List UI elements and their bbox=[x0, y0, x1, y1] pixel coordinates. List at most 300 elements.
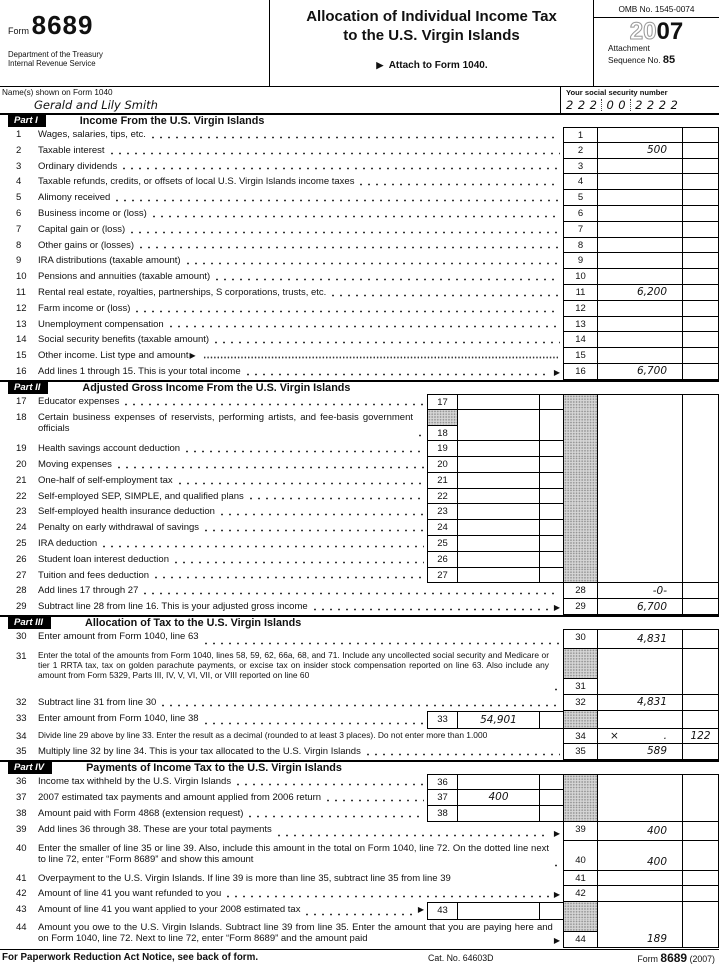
dot-leaders bbox=[324, 790, 424, 806]
line-label: Other income. List type and amount bbox=[38, 350, 189, 362]
line-number-box: 16 bbox=[563, 364, 597, 380]
line-label: Amount paid with Form 4868 (extension request) bbox=[38, 807, 244, 819]
dot-leaders bbox=[329, 285, 560, 301]
dot-leaders bbox=[176, 473, 424, 489]
line-1-row bbox=[0, 127, 719, 143]
amount-cell[interactable]: 4,831 bbox=[597, 629, 682, 649]
shaded-cell bbox=[563, 504, 597, 520]
inner-number-box: 22 bbox=[427, 489, 457, 505]
part2-title: Adjusted Gross Income From the U.S. Virgin Islands bbox=[82, 381, 351, 394]
cents-cell[interactable] bbox=[682, 190, 719, 206]
line-number-box: 2 bbox=[563, 143, 597, 159]
dot-leaders bbox=[303, 902, 413, 920]
inner-amount-cell[interactable] bbox=[457, 774, 539, 790]
dot-leaders bbox=[172, 552, 424, 568]
inner-amount-cell[interactable] bbox=[457, 504, 539, 520]
inner-number-box: 33 bbox=[427, 711, 457, 729]
line-number: 11 bbox=[16, 286, 26, 298]
amount-cell[interactable] bbox=[597, 301, 682, 317]
inner-amount-cell[interactable] bbox=[457, 520, 539, 536]
dot-leaders bbox=[364, 744, 560, 760]
line-number: 44 bbox=[16, 921, 27, 933]
line-number: 14 bbox=[16, 334, 27, 346]
amount-cell bbox=[597, 410, 682, 442]
line-label: Enter amount from Form 1040, line 63 bbox=[38, 630, 199, 642]
line-label: Moving expenses bbox=[38, 458, 112, 470]
line-label: Self-employed SEP, SIMPLE, and qualified plans bbox=[38, 490, 244, 502]
line-number: 38 bbox=[16, 807, 27, 819]
line-37-row bbox=[0, 790, 719, 806]
form-header bbox=[0, 0, 719, 86]
cents-cell[interactable] bbox=[682, 253, 719, 269]
line-number: 21 bbox=[16, 474, 27, 486]
inner-number-box: 43 bbox=[427, 902, 457, 920]
dot-leaders bbox=[247, 489, 424, 505]
line-29-row bbox=[0, 599, 719, 615]
line-number: 1 bbox=[16, 129, 22, 140]
part3-badge: Part III bbox=[8, 617, 51, 629]
line-number-box: 13 bbox=[563, 317, 597, 333]
line-number: 5 bbox=[16, 192, 22, 204]
amount-cell bbox=[597, 711, 682, 729]
line-number: 19 bbox=[16, 443, 27, 455]
line-number: 10 bbox=[16, 271, 27, 283]
cents-cell[interactable] bbox=[682, 206, 719, 222]
amount-cell[interactable] bbox=[597, 871, 682, 886]
line-label: Business income or (loss) bbox=[38, 207, 147, 219]
shaded-cell bbox=[563, 790, 597, 806]
line-number: 28 bbox=[16, 585, 27, 597]
dot-leaders bbox=[552, 649, 560, 695]
cents-cell[interactable]: 122 bbox=[682, 729, 719, 744]
line-label: Amount you owe to the U.S. Virgin Islands. Subtract line 39 from line 35. Enter the amount that you are paying here and on Form 1040, line 72. Next to line 72, enter “Form 8689” and the amount paid bbox=[38, 921, 553, 945]
amount-cell[interactable]: 500 bbox=[597, 143, 682, 159]
dot-leaders bbox=[244, 364, 550, 380]
line-number: 6 bbox=[16, 207, 22, 219]
inner-cents-cell[interactable] bbox=[539, 774, 563, 790]
shaded-cell bbox=[563, 473, 597, 489]
line-number-box: 44 bbox=[563, 920, 597, 948]
ssn-group3: 2222 bbox=[635, 98, 683, 112]
line-number-box: 28 bbox=[563, 583, 597, 599]
inner-amount-cell[interactable]: 54,901 bbox=[457, 711, 539, 729]
amount-cell bbox=[597, 552, 682, 568]
amount-cell[interactable] bbox=[597, 649, 682, 695]
line-26-row bbox=[0, 552, 719, 568]
right-arrow-icon: ▶ bbox=[553, 935, 560, 945]
cents-cell[interactable] bbox=[682, 886, 719, 902]
ssn-field[interactable] bbox=[566, 98, 719, 112]
line-number: 37 bbox=[16, 791, 27, 803]
shaded-cell bbox=[563, 441, 597, 457]
cents-cell[interactable] bbox=[682, 871, 719, 886]
amount-cell[interactable] bbox=[597, 729, 682, 744]
inner-amount-cell[interactable] bbox=[457, 410, 539, 442]
inner-amount-cell[interactable] bbox=[457, 902, 539, 920]
inner-number-box: 36 bbox=[427, 774, 457, 790]
inner-cents-cell[interactable] bbox=[539, 394, 563, 410]
amount-cell[interactable] bbox=[597, 190, 682, 206]
dot-leaders bbox=[212, 332, 560, 348]
amount-cell[interactable]: 6,700 bbox=[597, 599, 682, 615]
cents-cell[interactable] bbox=[682, 599, 719, 615]
line-19-row bbox=[0, 441, 719, 457]
line-number-box: 5 bbox=[563, 190, 597, 206]
line-number-box: 14 bbox=[563, 332, 597, 348]
inner-number-box: 38 bbox=[427, 806, 457, 822]
year-prefix: 20 bbox=[629, 18, 657, 45]
dot-leaders bbox=[115, 457, 424, 473]
line-25-row bbox=[0, 536, 719, 552]
ssn-block bbox=[560, 87, 719, 113]
line-number-box: 1 bbox=[563, 127, 597, 143]
cents-cell bbox=[682, 473, 719, 489]
inner-cents-cell[interactable] bbox=[539, 504, 563, 520]
line-32-row bbox=[0, 695, 719, 711]
dot-leaders bbox=[137, 238, 560, 254]
amount-cell bbox=[597, 774, 682, 790]
amount-cell bbox=[597, 520, 682, 536]
amount-cell[interactable] bbox=[597, 886, 682, 902]
cents-cell[interactable] bbox=[682, 269, 719, 285]
line-number: 42 bbox=[16, 887, 27, 899]
cents-cell[interactable] bbox=[682, 841, 719, 871]
line-number-box: 42 bbox=[563, 886, 597, 902]
amount-cell[interactable]: 189 bbox=[597, 920, 682, 948]
cents-cell bbox=[682, 504, 719, 520]
dot-leaders bbox=[213, 269, 560, 285]
amount-cell[interactable] bbox=[597, 269, 682, 285]
inner-amount-cell[interactable] bbox=[457, 806, 539, 822]
inner-cents-cell[interactable] bbox=[539, 489, 563, 505]
part3-title: Allocation of Tax to the U.S. Virgin Islands bbox=[85, 616, 302, 629]
amount-cell[interactable] bbox=[597, 348, 682, 364]
cents-cell[interactable] bbox=[682, 649, 719, 695]
shaded-cell bbox=[563, 457, 597, 473]
cents-cell bbox=[682, 520, 719, 536]
line-number-box: 8 bbox=[563, 238, 597, 254]
cents-cell[interactable] bbox=[682, 238, 719, 254]
inner-amount-cell[interactable] bbox=[457, 441, 539, 457]
shaded-cell bbox=[563, 568, 597, 584]
cents-cell[interactable] bbox=[682, 159, 719, 175]
cents-cell[interactable] bbox=[682, 364, 719, 380]
amount-cell[interactable] bbox=[597, 206, 682, 222]
line-5-row bbox=[0, 190, 719, 206]
cents-cell bbox=[682, 394, 719, 410]
multiply-sign: × bbox=[610, 729, 619, 742]
part4-header bbox=[0, 760, 719, 774]
inner-cents-cell[interactable] bbox=[539, 457, 563, 473]
footer-form-id: Form 8689 (2007) bbox=[637, 950, 715, 965]
line-38-row bbox=[0, 806, 719, 822]
line-label: Multiply line 32 by line 34. This is your tax allocated to the U.S. Virgin Islands bbox=[38, 745, 361, 757]
cents-cell[interactable] bbox=[682, 695, 719, 711]
dot-leaders bbox=[167, 317, 560, 333]
amount-cell[interactable] bbox=[597, 317, 682, 333]
line-number: 26 bbox=[16, 553, 27, 565]
line-label: Enter amount from Form 1040, line 38 bbox=[38, 712, 199, 724]
year-suffix: 07 bbox=[656, 18, 684, 45]
inner-number-box: 20 bbox=[427, 457, 457, 473]
amount-cell bbox=[597, 902, 682, 920]
line-label: Add lines 17 through 27 bbox=[38, 585, 139, 597]
name-label: Name(s) shown on Form 1040 bbox=[2, 88, 113, 97]
amount-cell[interactable]: 6,200 bbox=[597, 285, 682, 301]
inner-amount-cell[interactable] bbox=[457, 394, 539, 410]
line-number-box: 9 bbox=[563, 253, 597, 269]
amount-cell[interactable] bbox=[597, 127, 682, 143]
line-label: Self-employed health insurance deduction bbox=[38, 506, 215, 518]
line-number-box: 6 bbox=[563, 206, 597, 222]
inner-amount-cell[interactable] bbox=[457, 568, 539, 584]
line-label: One-half of self-employment tax bbox=[38, 474, 173, 486]
form-number: 8689 bbox=[31, 10, 94, 40]
form-title-line1: Allocation of Individual Income Tax bbox=[306, 8, 557, 25]
inner-amount-cell[interactable] bbox=[457, 489, 539, 505]
amount-cell bbox=[597, 441, 682, 457]
shaded-cell bbox=[563, 489, 597, 505]
inner-cents-cell[interactable] bbox=[539, 536, 563, 552]
line-number: 4 bbox=[16, 176, 22, 188]
line-number: 24 bbox=[16, 522, 27, 534]
cents-cell bbox=[682, 806, 719, 822]
inner-number-box: 18 bbox=[427, 410, 457, 442]
inner-number-box: 17 bbox=[427, 394, 457, 410]
inner-amount-cell[interactable]: 400 bbox=[457, 790, 539, 806]
line-number: 12 bbox=[16, 302, 27, 314]
line-number: 20 bbox=[16, 458, 27, 470]
line-number: 33 bbox=[16, 712, 27, 724]
line-number: 22 bbox=[16, 490, 27, 502]
line-label: Subtract line 28 from line 16. This is your adjusted gross income bbox=[38, 601, 308, 613]
amount-cell[interactable]: 4,831 bbox=[597, 695, 682, 711]
right-arrow-icon: ▶ bbox=[553, 828, 560, 838]
write-in-line[interactable] bbox=[203, 351, 558, 362]
shaded-cell bbox=[563, 394, 597, 410]
line-label: Unemployment compensation bbox=[38, 318, 164, 330]
right-arrow-icon: ▶ bbox=[417, 904, 424, 914]
ssn-separator bbox=[601, 99, 602, 111]
inner-amount-cell[interactable] bbox=[457, 473, 539, 489]
cents-cell[interactable] bbox=[682, 332, 719, 348]
amount-cell bbox=[597, 489, 682, 505]
cents-cell bbox=[682, 902, 719, 920]
inner-cents-cell[interactable] bbox=[539, 790, 563, 806]
line-number: 41 bbox=[16, 872, 27, 884]
cents-cell bbox=[682, 457, 719, 473]
dot-leaders bbox=[152, 568, 424, 584]
inner-number-box: 24 bbox=[427, 520, 457, 536]
cents-cell[interactable] bbox=[682, 301, 719, 317]
line-label: Educator expenses bbox=[38, 395, 120, 407]
amount-cell[interactable]: 400 bbox=[597, 841, 682, 871]
cents-cell[interactable] bbox=[682, 822, 719, 841]
line-number: 23 bbox=[16, 506, 27, 518]
shaded-cell bbox=[563, 520, 597, 536]
line-label: Amount of line 41 you want refunded to you bbox=[38, 887, 222, 899]
line-number-box: 4 bbox=[563, 174, 597, 190]
cents-cell bbox=[682, 568, 719, 584]
line-label: Pensions and annuities (taxable amount) bbox=[38, 271, 211, 283]
line-10-row bbox=[0, 269, 719, 285]
amount-cell[interactable]: -0- bbox=[597, 583, 682, 599]
dot-leaders bbox=[120, 159, 560, 175]
line-41-row bbox=[0, 871, 719, 886]
line-number-box: 12 bbox=[563, 301, 597, 317]
line-16-row bbox=[0, 364, 719, 380]
form-word: Form bbox=[8, 26, 29, 36]
cents-cell[interactable] bbox=[682, 583, 719, 599]
cents-cell bbox=[682, 711, 719, 729]
line-42-row bbox=[0, 886, 719, 902]
amount-cell bbox=[597, 568, 682, 584]
ssn-group2: 00 bbox=[606, 98, 631, 112]
amount-cell bbox=[597, 536, 682, 552]
part4-badge: Part IV bbox=[8, 762, 52, 774]
shaded-cell bbox=[563, 552, 597, 568]
amount-cell[interactable]: 6,700 bbox=[597, 364, 682, 380]
dot-leaders bbox=[224, 886, 550, 902]
line-number: 15 bbox=[16, 350, 27, 362]
agency-line2: Internal Revenue Service bbox=[8, 58, 96, 68]
cents-cell bbox=[682, 441, 719, 457]
form-footer bbox=[0, 949, 719, 966]
line-40-row bbox=[0, 841, 719, 871]
dot-leaders bbox=[357, 174, 560, 190]
amount-cell[interactable] bbox=[597, 332, 682, 348]
line-11-row bbox=[0, 285, 719, 301]
cents-cell[interactable] bbox=[682, 285, 719, 301]
inner-cents-cell[interactable] bbox=[539, 806, 563, 822]
line-number: 43 bbox=[16, 903, 27, 915]
part2-badge: Part II bbox=[8, 382, 48, 394]
cents-cell[interactable] bbox=[682, 348, 719, 364]
inner-amount-cell[interactable] bbox=[457, 552, 539, 568]
inner-cents-cell[interactable] bbox=[539, 568, 563, 584]
shaded-cell bbox=[563, 410, 597, 442]
dot-leaders bbox=[122, 394, 424, 410]
sequence-label: Sequence No. bbox=[608, 55, 661, 66]
shaded-cell bbox=[563, 536, 597, 552]
line-27-row bbox=[0, 568, 719, 584]
amount-cell[interactable] bbox=[597, 253, 682, 269]
dot-leaders bbox=[141, 583, 560, 599]
amount-cell[interactable] bbox=[597, 174, 682, 190]
line-6-row bbox=[0, 206, 719, 222]
shaded-cell bbox=[563, 774, 597, 790]
line-9-row bbox=[0, 253, 719, 269]
attachment-label: Attachment bbox=[608, 43, 650, 54]
dot-leaders bbox=[183, 441, 424, 457]
line-number: 36 bbox=[16, 775, 27, 787]
line-28-row bbox=[0, 583, 719, 599]
line-label: Health savings account deduction bbox=[38, 443, 181, 455]
part1-header bbox=[0, 113, 719, 127]
line-label: Income tax withheld by the U.S. Virgin Islands bbox=[38, 775, 232, 787]
amount-cell[interactable] bbox=[597, 159, 682, 175]
cents-cell[interactable] bbox=[682, 174, 719, 190]
dot-leaders bbox=[113, 190, 560, 206]
line-number: 8 bbox=[16, 239, 22, 251]
right-arrow-icon: ▶ bbox=[553, 367, 560, 377]
line-15-row bbox=[0, 348, 719, 364]
line-3-row bbox=[0, 159, 719, 175]
cents-cell bbox=[682, 774, 719, 790]
line-label: Overpayment to the U.S. Virgin Islands. If line 39 is more than line 35, subtract line 35 from line 39 bbox=[38, 872, 451, 884]
line-39-row bbox=[0, 822, 719, 841]
dot-leaders bbox=[108, 143, 560, 159]
line-number-box: 10 bbox=[563, 269, 597, 285]
inner-number-box: 27 bbox=[427, 568, 457, 584]
inner-cents-cell[interactable] bbox=[539, 552, 563, 568]
cents-cell[interactable] bbox=[682, 143, 719, 159]
inner-amount-cell[interactable] bbox=[457, 536, 539, 552]
amount-cell[interactable]: 400 bbox=[597, 822, 682, 841]
line-label: Capital gain or (loss) bbox=[38, 223, 126, 235]
inner-number-box: 23 bbox=[427, 504, 457, 520]
line-label: Alimony received bbox=[38, 192, 111, 204]
name-field[interactable]: Gerald and Lily Smith bbox=[34, 98, 158, 112]
inner-cents-cell[interactable] bbox=[539, 902, 563, 920]
inner-cents-cell[interactable] bbox=[539, 711, 563, 729]
inner-cents-cell[interactable] bbox=[539, 473, 563, 489]
dot-leaders bbox=[202, 711, 424, 729]
line-number-box: 11 bbox=[563, 285, 597, 301]
dot-leaders bbox=[150, 206, 560, 222]
line-label: Amount of line 41 you want applied to your 2008 estimated tax bbox=[38, 903, 301, 915]
line-label: Divide line 29 above by line 33. Enter the result as a decimal (rounded to at least 3 places). Do not enter more than 1.000 bbox=[38, 729, 488, 740]
line-number: 7 bbox=[16, 223, 22, 235]
cents-cell[interactable] bbox=[682, 920, 719, 948]
cents-cell[interactable] bbox=[682, 317, 719, 333]
line-number: 3 bbox=[16, 160, 22, 172]
line-22-row bbox=[0, 489, 719, 505]
line-label: IRA distributions (taxable amount) bbox=[38, 255, 181, 267]
line-label: 2007 estimated tax payments and amount applied from 2006 return bbox=[38, 791, 322, 803]
part1-badge: Part I bbox=[8, 115, 46, 127]
inner-number-box: 37 bbox=[427, 790, 457, 806]
cents-cell bbox=[682, 536, 719, 552]
part1-title: Income From the U.S. Virgin Islands bbox=[79, 115, 265, 127]
part2-header bbox=[0, 380, 719, 394]
line-label: Other gains or (losses) bbox=[38, 239, 135, 251]
cents-cell[interactable] bbox=[682, 744, 719, 760]
amount-cell[interactable]: 589 bbox=[597, 744, 682, 760]
part3-header bbox=[0, 615, 719, 629]
inner-amount-cell[interactable] bbox=[457, 457, 539, 473]
line-8-row bbox=[0, 238, 719, 254]
cents-cell[interactable] bbox=[682, 222, 719, 238]
amount-cell[interactable] bbox=[597, 238, 682, 254]
dot-leaders bbox=[275, 822, 550, 841]
dot-leaders bbox=[159, 695, 560, 711]
cents-cell[interactable] bbox=[682, 629, 719, 649]
amount-cell bbox=[597, 790, 682, 806]
line-number-box: 7 bbox=[563, 222, 597, 238]
inner-cents-cell[interactable] bbox=[539, 441, 563, 457]
line-number-box: 35 bbox=[563, 744, 597, 760]
inner-cents-cell[interactable] bbox=[539, 520, 563, 536]
agency-line1: Department of the Treasury bbox=[8, 50, 103, 59]
right-arrow-icon: ▶ bbox=[553, 889, 560, 899]
inner-cents-cell[interactable] bbox=[539, 410, 563, 442]
shaded-cell bbox=[563, 711, 597, 729]
amount-cell[interactable] bbox=[597, 222, 682, 238]
dot-leaders bbox=[218, 504, 424, 520]
dot-leaders bbox=[149, 127, 560, 143]
cents-cell[interactable] bbox=[682, 127, 719, 143]
